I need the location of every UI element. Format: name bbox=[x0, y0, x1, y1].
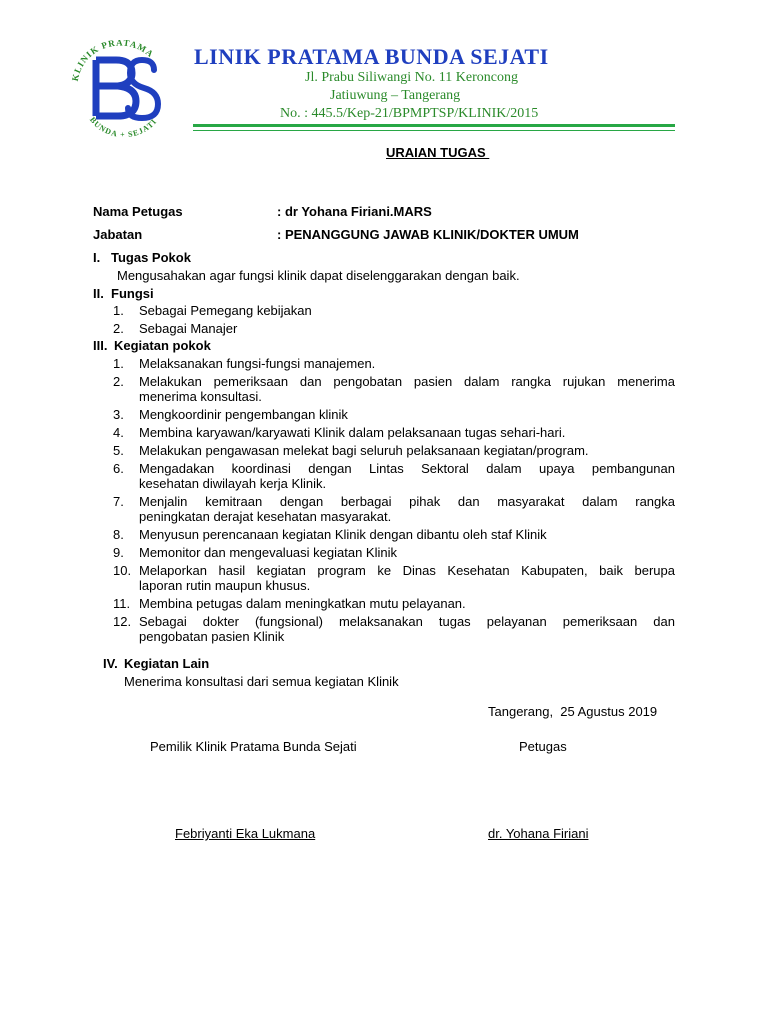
list-item-text: Memonitor dan mengevaluasi kegiatan Klinik bbox=[139, 545, 397, 560]
field-label: Nama Petugas bbox=[93, 204, 183, 219]
logo-ring-bottom-text: BUNDA + SEJATI bbox=[87, 115, 159, 140]
section-title: Kegiatan Lain bbox=[124, 656, 210, 671]
field-label: Jabatan bbox=[93, 227, 143, 242]
list-item-text-line2: menerima konsultasi. bbox=[139, 389, 262, 404]
list-item bbox=[113, 443, 675, 458]
list-item-number: 1. bbox=[113, 356, 124, 371]
list-item-number: 3. bbox=[113, 407, 124, 422]
list-item-text: Melakukan pengawasan melekat bagi seluruh pelaksanaan kegiatan/program. bbox=[139, 443, 589, 458]
list-item bbox=[113, 614, 675, 644]
field-value: : PENANGGUNG JAWAB KLINIK/DOKTER UMUM bbox=[277, 227, 579, 242]
list-item bbox=[113, 407, 675, 422]
section-number: II. bbox=[93, 286, 104, 301]
list-item bbox=[113, 303, 675, 318]
list-item-number: 7. bbox=[113, 494, 124, 509]
list-item-number: 8. bbox=[113, 527, 124, 542]
field-value: : dr Yohana Firiani.MARS bbox=[277, 204, 432, 219]
list-item-number: 10. bbox=[113, 563, 132, 578]
list-item-text: Menyusun perencanaan kegiatan Klinik dengan dibantu oleh staf Klinik bbox=[139, 527, 547, 542]
section-title: Fungsi bbox=[111, 286, 154, 301]
list-item-number: 9. bbox=[113, 545, 124, 560]
section-number: I. bbox=[93, 250, 101, 265]
signatory-officer-name: dr. Yohana Firiani bbox=[488, 826, 589, 841]
kegiatan-lain-text: Menerima konsultasi dari semua kegiatan Klinik bbox=[124, 674, 399, 689]
section-title: Tugas Pokok bbox=[111, 250, 191, 265]
list-item bbox=[113, 494, 675, 524]
kegiatan-pokok-list bbox=[113, 356, 675, 644]
list-item-text: Melaksanakan fungsi-fungsi manajemen. bbox=[139, 356, 376, 371]
list-item bbox=[113, 356, 675, 371]
signatory-officer-role: Petugas bbox=[519, 739, 567, 754]
list-item bbox=[113, 374, 675, 404]
list-item bbox=[113, 545, 675, 560]
signatory-owner-role: Pemilik Klinik Pratama Bunda Sejati bbox=[150, 739, 357, 754]
clinic-license-number: No. : 445.5/Kep-21/BPMPTSP/KLINIK/2015 bbox=[280, 106, 539, 121]
section-title: Kegiatan pokok bbox=[114, 338, 211, 353]
logo-monogram bbox=[96, 60, 158, 118]
list-item-number: 1. bbox=[113, 303, 124, 318]
list-item-text-line1: Mengadakan koordinasi dengan Lintas Sektoral dalam upaya pembangunan bbox=[139, 461, 675, 476]
list-item-number: 2. bbox=[113, 321, 124, 336]
list-item bbox=[113, 527, 675, 542]
list-item-text: Mengkoordinir pengembangan klinik bbox=[139, 407, 348, 422]
list-item-text-line1: Melaporkan hasil kegiatan program ke Dinas Kesehatan Kabupaten, baik berupa bbox=[139, 563, 675, 578]
list-item-text-line2: peningkatan derajat kesehatan masyarakat. bbox=[139, 509, 392, 524]
list-item bbox=[113, 563, 675, 593]
list-item-text-line1: Melakukan pemeriksaan dan pengobatan pasien dalam rangka rujukan menerima bbox=[139, 374, 675, 389]
list-item-number: 2. bbox=[113, 374, 124, 389]
clinic-name: LINIK PRATAMA BUNDA SEJATI bbox=[194, 44, 549, 69]
list-item-text-line2: pengobatan pasien Klinik bbox=[139, 629, 285, 644]
section-number: III. bbox=[93, 338, 108, 353]
tugas-pokok-text: Mengusahakan agar fungsi klinik dapat diselenggarakan dengan baik. bbox=[117, 268, 520, 283]
list-item-text-line1: Sebagai dokter (fungsional) melaksanakan tugas pelayanan pemeriksaan dan bbox=[139, 614, 675, 629]
signatory-owner-name: Febriyanti Eka Lukmana bbox=[175, 826, 316, 841]
clinic-address-line1: Jl. Prabu Siliwangi No. 11 Keroncong bbox=[305, 70, 518, 85]
logo-ring-top-text: KLINIK PRATAMA bbox=[69, 40, 156, 83]
letterhead-divider-thick bbox=[193, 124, 675, 127]
list-item-text-line2: kesehatan diwilayah kerja Klinik. bbox=[139, 476, 327, 491]
list-item-number: 6. bbox=[113, 461, 124, 476]
list-item-number: 5. bbox=[113, 443, 124, 458]
list-item bbox=[113, 425, 675, 440]
document-title: URAIAN TUGAS bbox=[386, 145, 490, 160]
list-item-text: Membina petugas dalam meningkatkan mutu pelayanan. bbox=[139, 596, 466, 611]
list-item-number: 12. bbox=[113, 614, 132, 629]
place-and-date: Tangerang, 25 Agustus 2019 bbox=[488, 704, 658, 719]
section-number: IV. bbox=[103, 656, 118, 671]
clinic-logo bbox=[60, 40, 180, 140]
list-item bbox=[113, 461, 675, 491]
list-item-text: Membina karyawan/karyawati Klinik dalam pelaksanaan tugas sehari-hari. bbox=[139, 425, 566, 440]
list-item-text-line2: laporan rutin maupun khusus. bbox=[139, 578, 311, 593]
clinic-address-line2: Jatiuwung – Tangerang bbox=[330, 88, 461, 103]
fungsi-list bbox=[113, 303, 675, 336]
list-item bbox=[113, 596, 675, 611]
list-item bbox=[113, 321, 675, 336]
clinic-logo-graphic bbox=[60, 40, 180, 140]
list-item-text-line1: Menjalin kemitraan dengan berbagai pihak dan masyarakat dalam rangka bbox=[139, 494, 675, 509]
letterhead-divider-thin bbox=[193, 130, 675, 131]
list-item-text: Sebagai Manajer bbox=[139, 321, 238, 336]
list-item-text: Sebagai Pemegang kebijakan bbox=[139, 303, 312, 318]
list-item-number: 11. bbox=[113, 596, 131, 611]
list-item-number: 4. bbox=[113, 425, 124, 440]
